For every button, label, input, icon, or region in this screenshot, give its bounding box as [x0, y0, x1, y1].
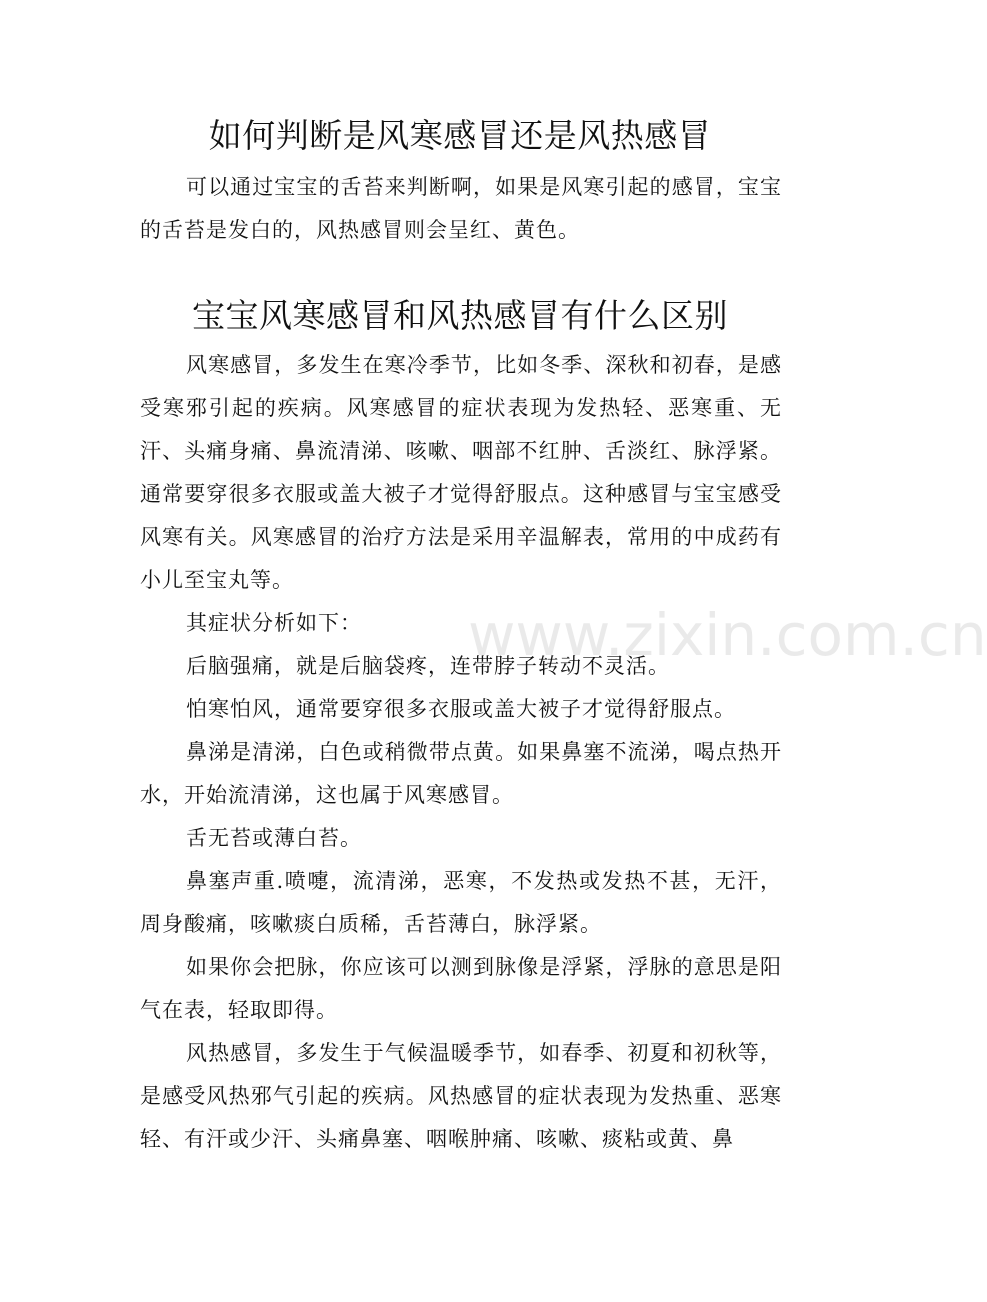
watermark: www.zixin.com.cn: [468, 601, 987, 669]
paragraph-10: 风热感冒，多发生于气候温暖季节，如春季、初夏和初秋等，是感受风热邪气引起的疾病。风热感冒的症状表现为发热重、恶寒轻、有汗或少汗、头痛鼻塞、咽喉肿痛、咳嗽、痰粘或黄、鼻: [140, 1041, 782, 1151]
heading-1: 如何判断是风寒感冒还是风热感冒: [208, 116, 712, 155]
paragraph-7: 舌无苔或薄白苔。: [186, 826, 362, 850]
paragraph-6: 鼻涕是清涕，白色或稍微带点黄。如果鼻塞不流涕，喝点热开水，开始流清涕，这也属于风寒感冒。: [140, 740, 782, 807]
paragraph-5: 怕寒怕风，通常要穿很多衣服或盖大被子才觉得舒服点。: [186, 697, 736, 721]
heading-2: 宝宝风寒感冒和风热感冒有什么区别: [192, 296, 728, 335]
paragraph-1: 可以通过宝宝的舌苔来判断啊，如果是风寒引起的感冒，宝宝的舌苔是发白的，风热感冒则会呈红、黄色。: [140, 175, 782, 242]
paragraph-9: 如果你会把脉，你应该可以测到脉像是浮紧，浮脉的意思是阳气在表，轻取即得。: [140, 955, 782, 1022]
paragraph-3: 其症状分析如下：: [186, 611, 362, 635]
paragraph-2: 风寒感冒，多发生在寒冷季节，比如冬季、深秋和初春，是感受寒邪引起的疾病。风寒感冒的症状表现为发热轻、恶寒重、无汗、头痛身痛、鼻流清涕、咳嗽、咽部不红肿、舌淡红、脉浮紧。通常要穿很多衣服或盖大被子才觉得舒服点。这种感冒与宝宝感受风寒有关。风寒感冒的治疗方法是采用辛温解表，常用的中成药有小儿至宝丸等。: [140, 353, 782, 592]
paragraph-8: 鼻塞声重.喷嚏，流清涕，恶寒，不发热或发热不甚，无汗，周身酸痛，咳嗽痰白质稀，舌苔薄白，脉浮紧。: [140, 869, 782, 936]
paragraph-4: 后脑强痛，就是后脑袋疼，连带脖子转动不灵活。: [186, 654, 670, 678]
